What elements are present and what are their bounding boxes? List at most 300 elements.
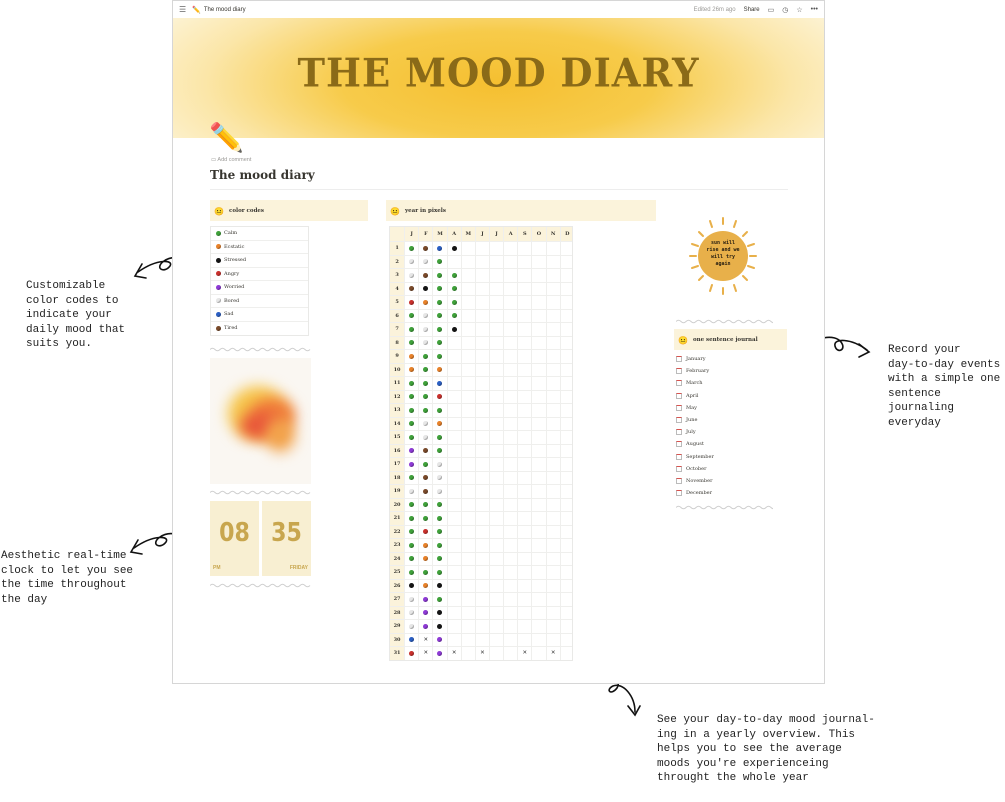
mood-cell[interactable] <box>447 539 461 552</box>
mood-cell[interactable] <box>503 647 517 660</box>
mood-cell[interactable] <box>560 458 574 471</box>
mood-cell[interactable] <box>531 269 545 282</box>
mood-cell[interactable] <box>546 472 560 485</box>
mood-cell[interactable] <box>404 458 418 471</box>
mood-cell[interactable] <box>489 539 503 552</box>
mood-cell[interactable] <box>531 391 545 404</box>
mood-cell[interactable] <box>418 553 432 566</box>
mood-cell[interactable] <box>517 269 531 282</box>
mood-cell[interactable] <box>404 256 418 269</box>
mood-cell[interactable] <box>546 647 560 660</box>
color-code-item[interactable] <box>211 322 308 336</box>
mood-cell[interactable] <box>432 580 446 593</box>
mood-cell[interactable] <box>418 539 432 552</box>
mood-cell[interactable] <box>475 499 489 512</box>
mood-cell[interactable] <box>489 323 503 336</box>
mood-cell[interactable] <box>531 634 545 647</box>
mood-cell[interactable] <box>489 566 503 579</box>
mood-cell[interactable] <box>531 620 545 633</box>
mood-cell[interactable] <box>475 323 489 336</box>
mood-cell[interactable] <box>461 566 475 579</box>
mood-cell[interactable] <box>560 323 574 336</box>
mood-cell[interactable] <box>447 364 461 377</box>
mood-cell[interactable] <box>517 364 531 377</box>
mood-cell[interactable] <box>531 647 545 660</box>
mood-cell[interactable] <box>404 445 418 458</box>
mood-cell[interactable] <box>531 364 545 377</box>
mood-cell[interactable] <box>418 472 432 485</box>
mood-cell[interactable] <box>475 310 489 323</box>
mood-cell[interactable] <box>432 364 446 377</box>
color-code-item[interactable] <box>211 241 308 255</box>
mood-cell[interactable] <box>447 445 461 458</box>
mood-cell[interactable] <box>517 431 531 444</box>
mood-cell[interactable] <box>560 647 574 660</box>
mood-cell[interactable] <box>503 364 517 377</box>
mood-cell[interactable] <box>503 445 517 458</box>
mood-cell[interactable] <box>503 269 517 282</box>
mood-cell[interactable] <box>503 485 517 498</box>
color-code-item[interactable] <box>211 268 308 282</box>
mood-cell[interactable] <box>489 472 503 485</box>
page-pencil-icon[interactable]: ✏️ <box>209 122 244 153</box>
mood-cell[interactable] <box>503 283 517 296</box>
mood-cell[interactable] <box>503 431 517 444</box>
mood-cell[interactable] <box>432 256 446 269</box>
mood-cell[interactable] <box>418 607 432 620</box>
mood-cell[interactable] <box>461 512 475 525</box>
mood-cell[interactable] <box>546 256 560 269</box>
mood-cell[interactable] <box>517 337 531 350</box>
mood-cell[interactable] <box>531 445 545 458</box>
mood-cell[interactable] <box>447 350 461 363</box>
mood-cell[interactable] <box>531 310 545 323</box>
mood-cell[interactable] <box>404 647 418 660</box>
mood-cell[interactable] <box>461 391 475 404</box>
mood-cell[interactable] <box>517 566 531 579</box>
mood-cell[interactable] <box>418 580 432 593</box>
mood-cell[interactable] <box>418 512 432 525</box>
mood-cell[interactable] <box>517 256 531 269</box>
mood-cell[interactable] <box>489 337 503 350</box>
mood-cell[interactable] <box>432 485 446 498</box>
mood-cell[interactable] <box>404 512 418 525</box>
mood-cell[interactable] <box>489 634 503 647</box>
add-comment-button[interactable]: ▭ Add comment <box>211 157 252 163</box>
mood-cell[interactable] <box>461 323 475 336</box>
mood-cell[interactable] <box>517 310 531 323</box>
mood-cell[interactable] <box>461 364 475 377</box>
mood-cell[interactable] <box>432 377 446 390</box>
mood-cell[interactable] <box>546 418 560 431</box>
mood-cell[interactable] <box>418 269 432 282</box>
mood-cell[interactable] <box>531 566 545 579</box>
mood-cell[interactable] <box>404 350 418 363</box>
mood-cell[interactable] <box>447 391 461 404</box>
mood-cell[interactable] <box>560 607 574 620</box>
menu-icon[interactable]: ☰ <box>179 5 187 14</box>
mood-cell[interactable] <box>503 458 517 471</box>
mood-cell[interactable] <box>560 404 574 417</box>
mood-cell[interactable] <box>475 391 489 404</box>
mood-cell[interactable] <box>489 283 503 296</box>
mood-cell[interactable] <box>503 404 517 417</box>
mood-cell[interactable] <box>475 472 489 485</box>
mood-cell[interactable] <box>404 296 418 309</box>
mood-cell[interactable] <box>475 283 489 296</box>
mood-cell[interactable] <box>461 539 475 552</box>
mood-cell[interactable] <box>461 350 475 363</box>
mood-cell[interactable] <box>560 499 574 512</box>
mood-cell[interactable] <box>531 377 545 390</box>
mood-cell[interactable] <box>461 256 475 269</box>
mood-cell[interactable] <box>404 310 418 323</box>
mood-cell[interactable] <box>546 310 560 323</box>
color-code-item[interactable] <box>211 295 308 309</box>
mood-cell[interactable] <box>560 256 574 269</box>
mood-cell[interactable] <box>447 485 461 498</box>
mood-cell[interactable] <box>489 310 503 323</box>
mood-cell[interactable] <box>546 391 560 404</box>
mood-cell[interactable] <box>447 593 461 606</box>
mood-cell[interactable] <box>517 580 531 593</box>
mood-cell[interactable] <box>546 350 560 363</box>
mood-cell[interactable] <box>517 350 531 363</box>
mood-cell[interactable] <box>503 634 517 647</box>
mood-cell[interactable] <box>432 647 446 660</box>
mood-cell[interactable] <box>475 620 489 633</box>
mood-cell[interactable] <box>461 296 475 309</box>
mood-cell[interactable] <box>489 364 503 377</box>
mood-cell[interactable] <box>560 472 574 485</box>
mood-cell[interactable] <box>404 499 418 512</box>
mood-cell[interactable] <box>503 242 517 255</box>
mood-cell[interactable] <box>560 553 574 566</box>
mood-cell[interactable] <box>432 539 446 552</box>
mood-cell[interactable] <box>517 242 531 255</box>
color-code-item[interactable] <box>211 254 308 268</box>
mood-cell[interactable] <box>404 485 418 498</box>
mood-cell[interactable] <box>517 323 531 336</box>
mood-cell[interactable] <box>418 256 432 269</box>
mood-cell[interactable] <box>447 553 461 566</box>
color-code-item[interactable] <box>211 281 308 295</box>
mood-cell[interactable] <box>418 350 432 363</box>
mood-cell[interactable] <box>546 593 560 606</box>
mood-cell[interactable] <box>461 485 475 498</box>
mood-cell[interactable] <box>432 418 446 431</box>
mood-cell[interactable] <box>560 377 574 390</box>
mood-cell[interactable] <box>531 512 545 525</box>
mood-cell[interactable] <box>503 296 517 309</box>
mood-cell[interactable] <box>475 539 489 552</box>
mood-cell[interactable] <box>461 526 475 539</box>
mood-cell[interactable] <box>517 620 531 633</box>
mood-cell[interactable] <box>531 593 545 606</box>
mood-cell[interactable] <box>546 580 560 593</box>
mood-cell[interactable] <box>560 242 574 255</box>
mood-cell[interactable] <box>418 620 432 633</box>
mood-cell[interactable] <box>517 539 531 552</box>
mood-cell[interactable] <box>475 364 489 377</box>
journal-month-page[interactable] <box>676 426 776 438</box>
mood-cell[interactable] <box>461 283 475 296</box>
mood-cell[interactable] <box>461 634 475 647</box>
mood-cell[interactable] <box>404 283 418 296</box>
mood-cell[interactable] <box>475 242 489 255</box>
mood-cell[interactable] <box>546 364 560 377</box>
journal-month-page[interactable] <box>676 377 776 389</box>
mood-cell[interactable] <box>475 269 489 282</box>
mood-cell[interactable] <box>447 580 461 593</box>
mood-cell[interactable] <box>418 526 432 539</box>
journal-month-page[interactable] <box>676 475 776 487</box>
mood-cell[interactable] <box>560 269 574 282</box>
mood-cell[interactable] <box>489 607 503 620</box>
mood-cell[interactable] <box>404 404 418 417</box>
mood-cell[interactable] <box>432 337 446 350</box>
mood-cell[interactable] <box>461 404 475 417</box>
mood-cell[interactable] <box>517 445 531 458</box>
mood-cell[interactable] <box>531 539 545 552</box>
mood-cell[interactable] <box>461 431 475 444</box>
mood-cell[interactable] <box>531 458 545 471</box>
mood-cell[interactable] <box>489 431 503 444</box>
journal-month-page[interactable] <box>676 402 776 414</box>
mood-cell[interactable] <box>432 526 446 539</box>
mood-cell[interactable] <box>546 431 560 444</box>
mood-cell[interactable] <box>461 472 475 485</box>
mood-cell[interactable] <box>503 539 517 552</box>
mood-cell[interactable] <box>475 512 489 525</box>
mood-cell[interactable] <box>560 526 574 539</box>
mood-cell[interactable] <box>531 256 545 269</box>
mood-cell[interactable] <box>404 431 418 444</box>
mood-cell[interactable] <box>461 593 475 606</box>
journal-month-page[interactable] <box>676 353 776 365</box>
mood-cell[interactable] <box>461 445 475 458</box>
mood-cell[interactable] <box>489 269 503 282</box>
mood-cell[interactable] <box>489 350 503 363</box>
mood-cell[interactable] <box>546 458 560 471</box>
mood-cell[interactable] <box>404 418 418 431</box>
mood-cell[interactable] <box>432 458 446 471</box>
mood-cell[interactable] <box>489 580 503 593</box>
mood-cell[interactable] <box>531 526 545 539</box>
mood-cell[interactable] <box>517 377 531 390</box>
mood-cell[interactable] <box>546 377 560 390</box>
mood-cell[interactable] <box>503 580 517 593</box>
mood-cell[interactable] <box>447 242 461 255</box>
mood-cell[interactable] <box>546 539 560 552</box>
mood-cell[interactable] <box>546 337 560 350</box>
mood-cell[interactable] <box>517 526 531 539</box>
mood-cell[interactable] <box>517 296 531 309</box>
mood-cell[interactable] <box>432 431 446 444</box>
mood-cell[interactable] <box>517 391 531 404</box>
mood-cell[interactable] <box>503 256 517 269</box>
mood-cell[interactable] <box>560 634 574 647</box>
mood-cell[interactable] <box>546 404 560 417</box>
mood-cell[interactable] <box>489 418 503 431</box>
mood-cell[interactable] <box>560 337 574 350</box>
mood-cell[interactable] <box>489 391 503 404</box>
star-icon[interactable]: ☆ <box>796 6 803 14</box>
mood-cell[interactable] <box>404 539 418 552</box>
mood-cell[interactable] <box>418 323 432 336</box>
mood-cell[interactable] <box>461 553 475 566</box>
journal-month-page[interactable] <box>676 438 776 450</box>
share-button[interactable]: Share <box>743 6 760 13</box>
mood-cell[interactable] <box>461 377 475 390</box>
mood-cell[interactable] <box>517 634 531 647</box>
mood-cell[interactable] <box>503 593 517 606</box>
mood-cell[interactable] <box>447 418 461 431</box>
mood-cell[interactable] <box>560 431 574 444</box>
page-title[interactable]: The mood diary <box>210 168 315 182</box>
mood-cell[interactable] <box>503 310 517 323</box>
journal-month-page[interactable] <box>676 365 776 377</box>
clock-history-icon[interactable]: ◷ <box>782 6 789 14</box>
mood-cell[interactable] <box>418 431 432 444</box>
mood-cell[interactable] <box>404 607 418 620</box>
mood-cell[interactable] <box>475 431 489 444</box>
mood-cell[interactable] <box>418 310 432 323</box>
mood-cell[interactable] <box>560 566 574 579</box>
mood-cell[interactable] <box>447 377 461 390</box>
comment-icon[interactable]: ▭ <box>767 6 775 14</box>
mood-cell[interactable] <box>546 553 560 566</box>
mood-cell[interactable] <box>560 485 574 498</box>
color-code-item[interactable] <box>211 308 308 322</box>
mood-cell[interactable] <box>404 634 418 647</box>
mood-cell[interactable] <box>475 566 489 579</box>
mood-cell[interactable] <box>531 485 545 498</box>
mood-cell[interactable] <box>560 283 574 296</box>
mood-cell[interactable] <box>546 634 560 647</box>
mood-cell[interactable] <box>432 350 446 363</box>
mood-cell[interactable] <box>418 445 432 458</box>
mood-cell[interactable] <box>560 512 574 525</box>
mood-cell[interactable] <box>503 620 517 633</box>
mood-cell[interactable] <box>404 553 418 566</box>
mood-cell[interactable] <box>517 512 531 525</box>
mood-cell[interactable] <box>475 553 489 566</box>
mood-cell[interactable] <box>531 431 545 444</box>
mood-cell[interactable] <box>503 323 517 336</box>
mood-cell[interactable] <box>517 499 531 512</box>
mood-cell[interactable] <box>404 526 418 539</box>
mood-cell[interactable] <box>503 566 517 579</box>
mood-cell[interactable] <box>531 607 545 620</box>
mood-cell[interactable] <box>517 485 531 498</box>
mood-cell[interactable] <box>475 526 489 539</box>
color-code-item[interactable] <box>211 227 308 241</box>
mood-cell[interactable] <box>489 593 503 606</box>
mood-cell[interactable] <box>447 634 461 647</box>
mood-cell[interactable] <box>432 296 446 309</box>
mood-cell[interactable] <box>418 647 432 660</box>
mood-cell[interactable] <box>503 499 517 512</box>
mood-cell[interactable] <box>475 485 489 498</box>
mood-cell[interactable] <box>404 391 418 404</box>
mood-cell[interactable] <box>432 472 446 485</box>
mood-cell[interactable] <box>560 310 574 323</box>
mood-cell[interactable] <box>418 377 432 390</box>
mood-cell[interactable] <box>546 499 560 512</box>
mood-cell[interactable] <box>461 310 475 323</box>
mood-cell[interactable] <box>531 350 545 363</box>
mood-cell[interactable] <box>447 512 461 525</box>
mood-cell[interactable] <box>517 404 531 417</box>
mood-cell[interactable] <box>461 580 475 593</box>
mood-cell[interactable] <box>475 607 489 620</box>
mood-cell[interactable] <box>489 553 503 566</box>
mood-cell[interactable] <box>432 620 446 633</box>
mood-cell[interactable] <box>447 472 461 485</box>
mood-cell[interactable] <box>531 323 545 336</box>
mood-cell[interactable] <box>503 337 517 350</box>
mood-cell[interactable] <box>404 580 418 593</box>
mood-cell[interactable] <box>489 242 503 255</box>
mood-cell[interactable] <box>447 499 461 512</box>
mood-cell[interactable] <box>531 337 545 350</box>
mood-cell[interactable] <box>447 566 461 579</box>
mood-cell[interactable] <box>461 458 475 471</box>
mood-cell[interactable] <box>503 472 517 485</box>
journal-month-page[interactable] <box>676 390 776 402</box>
mood-cell[interactable] <box>404 364 418 377</box>
mood-cell[interactable] <box>404 377 418 390</box>
journal-month-page[interactable] <box>676 451 776 463</box>
mood-cell[interactable] <box>560 350 574 363</box>
mood-cell[interactable] <box>546 526 560 539</box>
mood-cell[interactable] <box>531 553 545 566</box>
mood-cell[interactable] <box>517 418 531 431</box>
mood-cell[interactable] <box>560 593 574 606</box>
mood-cell[interactable] <box>432 310 446 323</box>
mood-cell[interactable] <box>489 256 503 269</box>
mood-cell[interactable] <box>560 620 574 633</box>
mood-cell[interactable] <box>432 607 446 620</box>
mood-cell[interactable] <box>418 458 432 471</box>
mood-cell[interactable] <box>475 296 489 309</box>
mood-cell[interactable] <box>432 566 446 579</box>
mood-cell[interactable] <box>560 296 574 309</box>
journal-month-page[interactable] <box>676 487 776 499</box>
mood-cell[interactable] <box>560 580 574 593</box>
mood-cell[interactable] <box>517 472 531 485</box>
mood-cell[interactable] <box>546 512 560 525</box>
mood-cell[interactable] <box>447 431 461 444</box>
mood-cell[interactable] <box>447 620 461 633</box>
mood-cell[interactable] <box>418 337 432 350</box>
mood-cell[interactable] <box>560 539 574 552</box>
mood-cell[interactable] <box>489 499 503 512</box>
mood-cell[interactable] <box>546 296 560 309</box>
mood-cell[interactable] <box>432 553 446 566</box>
mood-cell[interactable] <box>404 620 418 633</box>
mood-cell[interactable] <box>418 499 432 512</box>
mood-cell[interactable] <box>489 485 503 498</box>
mood-cell[interactable] <box>503 418 517 431</box>
mood-cell[interactable] <box>432 391 446 404</box>
mood-cell[interactable] <box>418 283 432 296</box>
mood-cell[interactable] <box>447 458 461 471</box>
mood-cell[interactable] <box>461 499 475 512</box>
mood-cell[interactable] <box>489 647 503 660</box>
mood-cell[interactable] <box>546 620 560 633</box>
